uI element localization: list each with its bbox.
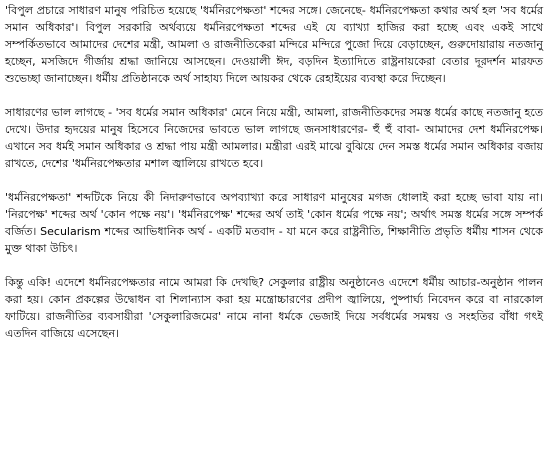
paragraph-1: 'বিপুল প্রচারে সাধারণ মানুষ পরিচিত হয়েছে 'ধর্মনিরপেক্ষতা' শব্দের সঙ্গে। জেনেছে- ধর্মনিরপেক্ষতা কথার অর্থ হল 'সব ধর্মের সমান অধিকার'। বিপুল সরকারি অর্থব্যয়ে ধর্মনিরপেক্ষতা শব্দের এই যে ব্যাখ্যা হাজির করা হচ্ছে এবং একই সাথে সম্পর্কিতভাবে আমাদের দেশের মন্ত্রী, আমলা ও রাজনীতিকেরা মন্দিরে মন্দিরে পুজো দিয়ে বেড়াচ্ছেন, গুরুদোয়ারায় নতজানু হচ্ছেন, মসজিদে গীর্জায় শ্রদ্ধা জানিয়ে আসছেন। দেওয়ালী ঈদ, বড়দিন ইত্যাদিতে রাষ্ট্রনায়কেরা বেতার দূরদর্শন মারফত শুভেচ্ছা জানাচ্ছেন। ধর্মীয় প্রতিষ্ঠানকে অর্থ সাহায্য দিলে আয়কর থেকে রেহাইয়ের ব্যবস্থা করে দিচ্ছেন। xyxy=(5,4,543,85)
paragraph-3: 'ধর্মনিরপেক্ষতা' শব্দটিকে নিয়ে কী নিদারুণভাবে অপব্যাখ্যা করে সাধারণ মানুষের মগজ ধোলাই করা হচ্ছে ভাবা যায় না। 'নিরপেক্ষ' শব্দের অর্থ 'কোন পক্ষে নয়'। 'ধর্মনিরপেক্ষ' শব্দের অর্থ তাই 'কোন ধর্মের পক্ষে নয়'; অর্থাৎ সমস্ত ধর্মের সঙ্গে সম্পর্ক বর্জিত। Secularism শব্দের আভিধানিক অর্থ - একটি মতবাদ - যা মনে করে রাষ্ট্রনীতি, শিক্ষানীতি প্রভৃতি ধর্মীয় শাসন থেকে মুক্ত থাকা উচিৎ। xyxy=(5,191,543,255)
paragraph-4: কিন্তু একি! এদেশে ধর্মনিরপেক্ষতার নামে আমরা কি দেখছি? সেকুলার রাষ্ট্রীয় অনুষ্ঠানেও এদেশে ধর্মীয় আচার-অনুষ্ঠান পালন করা হয়। কোন প্রকল্পের উদ্বোধন বা শিলান্যাস করা হয় মন্ত্রোচ্চারণের প্রদীপ জ্বালিয়ে, পুষ্পার্ঘ্য নিবেদন করে বা নারকোল ফাটিয়ে। রাজনীতির ব্যবসায়ীরা 'সেকুলারিজমের' নামে নানা ধর্মকে ভেজাই দিয়ে সর্বধর্মের সমন্বয় ও সংহতির বাঁধা গৎই এতদিন বাজিয়ে এসেছেন। xyxy=(5,276,543,340)
paragraph-2: সাধারণের ভাল লাগছে - 'সব ধর্মের সমান অধিকার' মেনে নিয়ে মন্ত্রী, আমলা, রাজনীতিকদের সমস্ত ধর্মের কাছে নতজানু হতে দেখে। উদার হৃদয়ের মানুষ হিসেবে নিজেদের ভাবতে ভাল লাগছে জনসাধারণের- হুঁ হুঁ বাবা- আমাদের দেশ ধর্মনিরপেক্ষ। এখানে সব ধর্মই সমান অধিকার ও শ্রদ্ধা পায় মন্ত্রী আমলার। মন্ত্রীরা এরই মাঝে বুঝিয়ে দেন সমস্ত ধর্মের সমান অধিকার বজায় রাখতে, দেশের 'ধর্মনিরপেক্ষতার মশাল জ্বালিয়ে রাখতে হবে। xyxy=(5,106,543,170)
